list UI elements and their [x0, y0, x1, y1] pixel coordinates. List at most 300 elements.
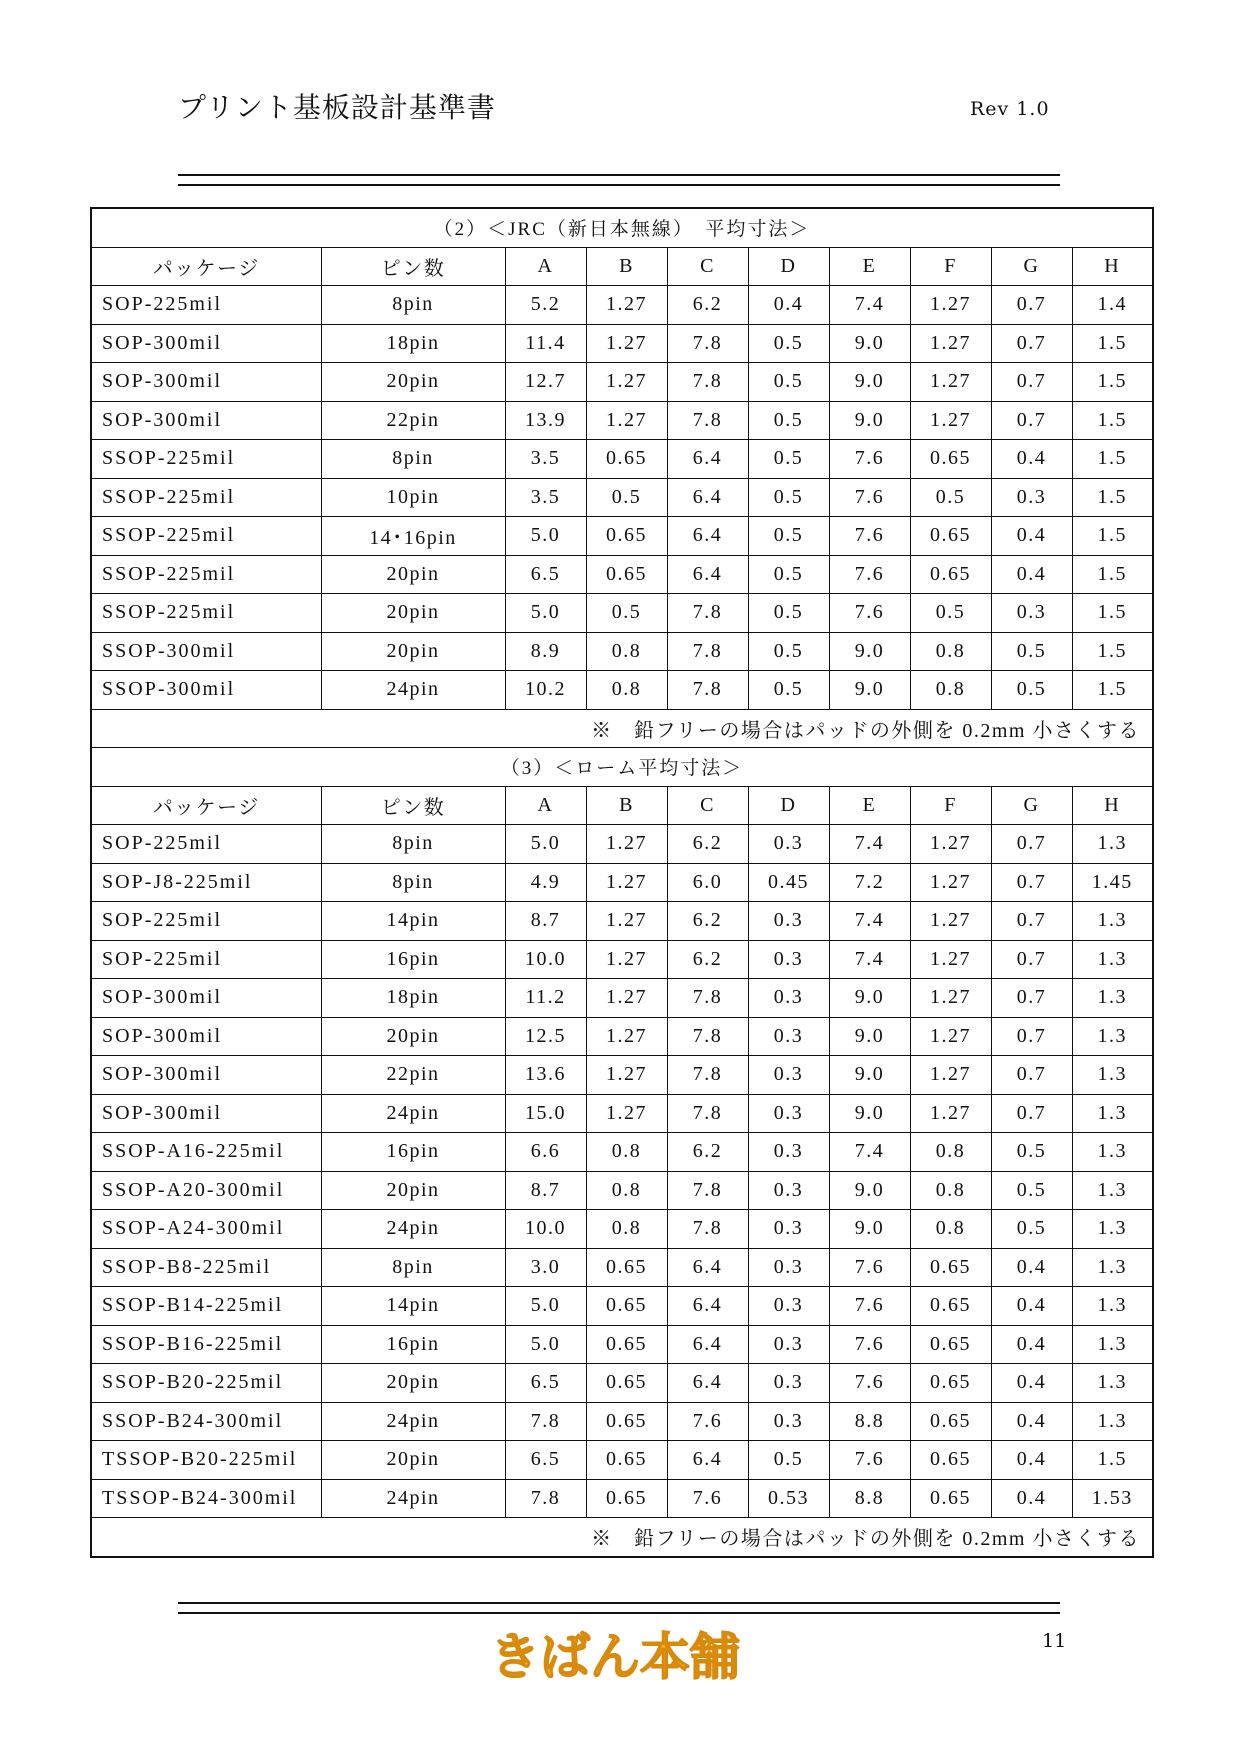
dimension-cell: 6.5	[505, 555, 586, 594]
lead-free-note: ※ 鉛フリーの場合はパッドの外側を 0.2mm 小さくする	[91, 1518, 1153, 1557]
dimension-cell: 5.0	[505, 517, 586, 556]
dimension-cell: 7.8	[667, 1056, 748, 1095]
table-row	[91, 632, 1153, 671]
dimension-cell: 0.8	[910, 632, 991, 671]
dimension-cell: 0.3	[748, 1056, 829, 1095]
dimension-cell: 0.8	[910, 1210, 991, 1249]
dimension-cell: 0.65	[910, 1364, 991, 1403]
package-cell: SSOP-225mil	[91, 517, 321, 556]
dimension-cell: 0.5	[748, 632, 829, 671]
dimension-cell: 9.0	[829, 671, 910, 710]
pin-count-cell: 22pin	[321, 401, 505, 440]
column-header: ピン数	[321, 247, 505, 286]
table-row	[91, 1171, 1153, 1210]
dimension-cell: 13.6	[505, 1056, 586, 1095]
dimension-cell: 5.0	[505, 825, 586, 864]
package-cell: SOP-300mil	[91, 1017, 321, 1056]
dimension-cell: 7.6	[829, 440, 910, 479]
dimension-cell: 7.6	[829, 594, 910, 633]
dimension-cell: 1.3	[1072, 825, 1153, 864]
dimension-cell: 6.2	[667, 825, 748, 864]
dimension-cell: 0.7	[991, 825, 1072, 864]
dimension-cell: 0.7	[991, 1017, 1072, 1056]
logo-text: きばん本舗	[490, 1628, 740, 1684]
dimension-cell: 9.0	[829, 979, 910, 1018]
dimension-cell: 6.2	[667, 940, 748, 979]
package-cell: SOP-300mil	[91, 1056, 321, 1095]
dimension-cell: 8.8	[829, 1479, 910, 1518]
dimension-cell: 1.27	[910, 1056, 991, 1095]
dimension-cell: 0.3	[748, 1402, 829, 1441]
dimension-cell: 9.0	[829, 1017, 910, 1056]
dimension-cell: 0.5	[586, 594, 667, 633]
dimension-cell: 0.5	[991, 671, 1072, 710]
dimension-cell: 9.0	[829, 632, 910, 671]
dimension-cell: 0.65	[586, 1441, 667, 1480]
dimension-cell: 1.3	[1072, 902, 1153, 941]
dimension-cell: 7.4	[829, 286, 910, 325]
dimension-cell: 0.5	[991, 1133, 1072, 1172]
dimension-cell: 1.3	[1072, 1094, 1153, 1133]
dimension-cell: 12.7	[505, 363, 586, 402]
dimension-cell: 9.0	[829, 401, 910, 440]
dimension-cell: 1.5	[1072, 517, 1153, 556]
dimension-cell: 1.5	[1072, 401, 1153, 440]
pin-count-cell: 16pin	[321, 940, 505, 979]
table-row	[91, 902, 1153, 941]
table-row	[91, 671, 1153, 710]
dimension-cell: 7.8	[667, 401, 748, 440]
pin-count-cell: 20pin	[321, 555, 505, 594]
dimension-cell: 0.8	[910, 1133, 991, 1172]
dimension-cell: 1.27	[586, 979, 667, 1018]
dimension-cell: 1.27	[586, 324, 667, 363]
dimension-cell: 7.4	[829, 1133, 910, 1172]
table-row	[91, 940, 1153, 979]
dimension-cell: 1.5	[1072, 555, 1153, 594]
table-row	[91, 363, 1153, 402]
dimension-cell: 10.2	[505, 671, 586, 710]
dimension-cell: 3.0	[505, 1248, 586, 1287]
dimension-cell: 0.7	[991, 401, 1072, 440]
package-cell: SSOP-B8-225mil	[91, 1248, 321, 1287]
dimension-cell: 0.3	[748, 1133, 829, 1172]
dimension-cell: 7.2	[829, 863, 910, 902]
column-header: A	[505, 247, 586, 286]
table-row	[91, 1248, 1153, 1287]
column-header: C	[667, 786, 748, 825]
dimension-cell: 1.27	[910, 363, 991, 402]
table-row	[91, 979, 1153, 1018]
column-header: ピン数	[321, 786, 505, 825]
dimension-cell: 1.27	[910, 1017, 991, 1056]
column-header: H	[1072, 786, 1153, 825]
dimension-cell: 1.3	[1072, 1056, 1153, 1095]
dimension-cell: 9.0	[829, 324, 910, 363]
column-header: B	[586, 786, 667, 825]
column-header: C	[667, 247, 748, 286]
dimension-cell: 1.5	[1072, 632, 1153, 671]
pin-count-cell: 22pin	[321, 1056, 505, 1095]
dimension-cell: 0.65	[586, 1287, 667, 1326]
dimension-cell: 9.0	[829, 1094, 910, 1133]
dimension-cell: 0.8	[910, 671, 991, 710]
pin-count-cell: 14pin	[321, 902, 505, 941]
dimension-cell: 1.3	[1072, 1287, 1153, 1326]
dimension-cell: 0.7	[991, 979, 1072, 1018]
dimension-cell: 6.4	[667, 555, 748, 594]
dimension-cell: 7.8	[667, 1017, 748, 1056]
dimension-cell: 6.4	[667, 1287, 748, 1326]
dimension-cell: 0.5	[748, 478, 829, 517]
dimension-cell: 1.3	[1072, 1364, 1153, 1403]
dimension-cell: 0.5	[748, 555, 829, 594]
table-row	[91, 324, 1153, 363]
table-row	[91, 1364, 1153, 1403]
dimension-cell: 5.2	[505, 286, 586, 325]
table-row	[91, 478, 1153, 517]
pin-count-cell: 16pin	[321, 1133, 505, 1172]
dimension-cell: 8.7	[505, 1171, 586, 1210]
pin-count-cell: 24pin	[321, 1210, 505, 1249]
dimension-cell: 1.27	[586, 363, 667, 402]
dimension-cell: 4.9	[505, 863, 586, 902]
dimension-cell: 0.45	[748, 863, 829, 902]
pin-count-cell: 8pin	[321, 825, 505, 864]
pin-count-cell: 24pin	[321, 1402, 505, 1441]
table-row	[91, 1017, 1153, 1056]
dimension-cell: 7.8	[667, 979, 748, 1018]
dimension-cell: 0.4	[991, 1402, 1072, 1441]
section-title: （3）＜ローム平均寸法＞	[91, 748, 1153, 787]
table-row	[91, 594, 1153, 633]
dimension-cell: 6.4	[667, 517, 748, 556]
table-row	[91, 286, 1153, 325]
column-header: H	[1072, 247, 1153, 286]
dimension-cell: 1.27	[586, 1094, 667, 1133]
pin-count-cell: 20pin	[321, 594, 505, 633]
dimension-cell: 0.3	[748, 825, 829, 864]
dimension-cell: 0.65	[586, 1325, 667, 1364]
package-cell: SOP-300mil	[91, 1094, 321, 1133]
dimension-cell: 7.8	[667, 324, 748, 363]
dimension-cell: 0.65	[910, 517, 991, 556]
dimension-cell: 6.5	[505, 1441, 586, 1480]
dimension-cell: 0.65	[586, 517, 667, 556]
dimension-cell: 9.0	[829, 363, 910, 402]
dimension-cell: 0.5	[991, 1171, 1072, 1210]
pin-count-cell: 24pin	[321, 1094, 505, 1133]
dimension-cell: 1.27	[910, 324, 991, 363]
dimension-cell: 0.65	[910, 1287, 991, 1326]
pin-count-cell: 18pin	[321, 979, 505, 1018]
table-row	[91, 555, 1153, 594]
dimension-cell: 0.65	[910, 1441, 991, 1480]
dimension-cell: 6.2	[667, 286, 748, 325]
dimension-cell: 0.3	[748, 1171, 829, 1210]
dimension-cell: 1.5	[1072, 671, 1153, 710]
dimension-cell: 13.9	[505, 401, 586, 440]
dimension-cell: 0.5	[748, 594, 829, 633]
dimension-cell: 0.3	[748, 902, 829, 941]
column-header: F	[910, 247, 991, 286]
dimension-cell: 7.6	[829, 555, 910, 594]
package-cell: SSOP-A16-225mil	[91, 1133, 321, 1172]
dimension-cell: 7.8	[505, 1479, 586, 1518]
dimension-cell: 0.4	[991, 1479, 1072, 1518]
company-logo	[488, 1622, 758, 1688]
package-cell: SSOP-225mil	[91, 555, 321, 594]
table-row	[91, 440, 1153, 479]
package-cell: SSOP-A20-300mil	[91, 1171, 321, 1210]
dimension-cell: 0.65	[586, 440, 667, 479]
dimension-cell: 0.5	[748, 324, 829, 363]
dimension-cell: 1.45	[1072, 863, 1153, 902]
dimension-cell: 7.4	[829, 940, 910, 979]
lead-free-note: ※ 鉛フリーの場合はパッドの外側を 0.2mm 小さくする	[91, 709, 1153, 748]
package-cell: SSOP-A24-300mil	[91, 1210, 321, 1249]
package-cell: SOP-300mil	[91, 979, 321, 1018]
dimension-cell: 0.5	[748, 401, 829, 440]
section-title-row	[91, 208, 1153, 247]
dimension-cell: 0.8	[586, 632, 667, 671]
header-rule-top	[178, 174, 1060, 176]
column-header: F	[910, 786, 991, 825]
dimension-cell: 1.3	[1072, 1325, 1153, 1364]
pin-count-cell: 24pin	[321, 671, 505, 710]
column-header-row	[91, 786, 1153, 825]
dimension-cell: 0.3	[748, 1210, 829, 1249]
dimension-cell: 0.7	[991, 286, 1072, 325]
dimension-cell: 0.65	[586, 1479, 667, 1518]
dimension-cell: 0.5	[748, 671, 829, 710]
dimension-cell: 1.27	[586, 401, 667, 440]
dimension-cell: 5.0	[505, 1287, 586, 1326]
dimension-cell: 0.65	[910, 1248, 991, 1287]
dimension-cell: 6.0	[667, 863, 748, 902]
pin-count-cell: 24pin	[321, 1479, 505, 1518]
dimension-cell: 0.3	[748, 1287, 829, 1326]
dimension-cell: 0.4	[991, 555, 1072, 594]
table-row	[91, 1210, 1153, 1249]
package-cell: SSOP-B20-225mil	[91, 1364, 321, 1403]
dimension-cell: 0.5	[991, 1210, 1072, 1249]
dimension-cell: 1.27	[586, 1056, 667, 1095]
column-header: パッケージ	[91, 786, 321, 825]
dimension-cell: 1.27	[910, 1094, 991, 1133]
dimension-cell: 1.5	[1072, 478, 1153, 517]
dimension-cell: 1.4	[1072, 286, 1153, 325]
dimension-cell: 1.3	[1072, 1133, 1153, 1172]
table-row	[91, 1133, 1153, 1172]
pad-dimension-table	[90, 207, 1154, 1558]
dimension-cell: 0.4	[991, 1287, 1072, 1326]
dimension-cell: 6.6	[505, 1133, 586, 1172]
dimension-cell: 1.5	[1072, 594, 1153, 633]
dimension-cell: 0.8	[586, 1210, 667, 1249]
dimension-cell: 0.65	[910, 555, 991, 594]
dimension-cell: 0.3	[748, 1325, 829, 1364]
dimension-cell: 1.5	[1072, 324, 1153, 363]
dimension-cell: 7.6	[667, 1402, 748, 1441]
pin-count-cell: 16pin	[321, 1325, 505, 1364]
pin-count-cell: 20pin	[321, 363, 505, 402]
table-row	[91, 401, 1153, 440]
package-cell: SSOP-B14-225mil	[91, 1287, 321, 1326]
dimension-cell: 0.4	[991, 1364, 1072, 1403]
dimension-cell: 9.0	[829, 1171, 910, 1210]
footer-rule-top	[178, 1602, 1060, 1604]
pin-count-cell: 14pin	[321, 1287, 505, 1326]
column-header: B	[586, 247, 667, 286]
dimension-cell: 7.6	[829, 478, 910, 517]
package-cell: SOP-225mil	[91, 286, 321, 325]
pin-count-cell: 20pin	[321, 1364, 505, 1403]
dimension-cell: 0.8	[586, 1133, 667, 1172]
dimension-cell: 0.53	[748, 1479, 829, 1518]
dimension-cell: 0.8	[586, 671, 667, 710]
dimension-cell: 6.2	[667, 902, 748, 941]
dimension-cell: 7.6	[829, 1287, 910, 1326]
dimension-cell: 0.4	[991, 517, 1072, 556]
dimension-cell: 1.27	[910, 825, 991, 864]
pin-count-cell: 8pin	[321, 863, 505, 902]
dimension-cell: 1.27	[586, 863, 667, 902]
dimension-cell: 1.3	[1072, 1171, 1153, 1210]
package-cell: SSOP-300mil	[91, 632, 321, 671]
dimension-cell: 6.4	[667, 440, 748, 479]
dimension-cell: 1.27	[586, 940, 667, 979]
table-row	[91, 825, 1153, 864]
package-cell: SOP-J8-225mil	[91, 863, 321, 902]
dimension-cell: 3.5	[505, 478, 586, 517]
package-cell: SOP-225mil	[91, 940, 321, 979]
dimension-cell: 0.65	[586, 1402, 667, 1441]
dimension-cell: 6.2	[667, 1133, 748, 1172]
package-cell: SSOP-225mil	[91, 440, 321, 479]
column-header: E	[829, 247, 910, 286]
dimension-cell: 6.4	[667, 1248, 748, 1287]
table-row	[91, 1325, 1153, 1364]
dimension-cell: 9.0	[829, 1056, 910, 1095]
pin-count-cell: 8pin	[321, 1248, 505, 1287]
dimension-cell: 1.5	[1072, 440, 1153, 479]
dimension-cell: 0.65	[586, 555, 667, 594]
dimension-cell: 9.0	[829, 1210, 910, 1249]
package-cell: SOP-225mil	[91, 825, 321, 864]
column-header: G	[991, 786, 1072, 825]
table-row	[91, 1479, 1153, 1518]
dimension-cell: 8.8	[829, 1402, 910, 1441]
dimension-cell: 0.3	[748, 1017, 829, 1056]
dimension-cell: 0.3	[991, 478, 1072, 517]
dimension-cell: 0.4	[748, 286, 829, 325]
column-header-row	[91, 247, 1153, 286]
column-header: パッケージ	[91, 247, 321, 286]
dimension-cell: 1.27	[910, 863, 991, 902]
column-header: A	[505, 786, 586, 825]
dimension-cell: 0.4	[991, 440, 1072, 479]
package-cell: SSOP-300mil	[91, 671, 321, 710]
table-row	[91, 1287, 1153, 1326]
package-cell: TSSOP-B24-300mil	[91, 1479, 321, 1518]
dimension-cell: 0.7	[991, 324, 1072, 363]
dimension-cell: 7.8	[667, 1094, 748, 1133]
dimension-cell: 7.8	[667, 1171, 748, 1210]
dimension-cell: 6.4	[667, 478, 748, 517]
dimension-cell: 1.27	[910, 940, 991, 979]
dimension-cell: 0.8	[586, 1171, 667, 1210]
dimension-cell: 1.27	[586, 902, 667, 941]
dimension-cell: 0.4	[991, 1248, 1072, 1287]
dimension-cell: 0.3	[748, 1094, 829, 1133]
dimension-cell: 0.65	[586, 1248, 667, 1287]
dimension-cell: 12.5	[505, 1017, 586, 1056]
dimension-cell: 11.2	[505, 979, 586, 1018]
dimension-cell: 7.6	[829, 1441, 910, 1480]
package-cell: SOP-300mil	[91, 401, 321, 440]
dimension-cell: 0.3	[748, 940, 829, 979]
package-cell: SOP-300mil	[91, 363, 321, 402]
dimension-cell: 0.65	[586, 1364, 667, 1403]
column-header: D	[748, 786, 829, 825]
dimension-cell: 8.7	[505, 902, 586, 941]
dimension-cell: 1.3	[1072, 1248, 1153, 1287]
table-row	[91, 1441, 1153, 1480]
dimension-cell: 1.3	[1072, 979, 1153, 1018]
pin-count-cell: 18pin	[321, 324, 505, 363]
dimension-cell: 1.27	[910, 286, 991, 325]
package-cell: SOP-300mil	[91, 324, 321, 363]
package-cell: SSOP-225mil	[91, 478, 321, 517]
pin-count-cell: 10pin	[321, 478, 505, 517]
dimension-cell: 0.65	[910, 440, 991, 479]
dimension-cell: 0.65	[910, 1479, 991, 1518]
dimension-cell: 1.3	[1072, 940, 1153, 979]
dimension-cell: 7.6	[829, 1325, 910, 1364]
header-rule-bottom	[178, 184, 1060, 186]
dimension-cell: 7.8	[667, 1210, 748, 1249]
dimension-cell: 0.7	[991, 1094, 1072, 1133]
dimension-cell: 0.5	[991, 632, 1072, 671]
dimension-cell: 15.0	[505, 1094, 586, 1133]
dimension-cell: 8.9	[505, 632, 586, 671]
dimension-cell: 0.5	[748, 363, 829, 402]
pin-count-cell: 14･16pin	[321, 517, 505, 556]
dimension-cell: 7.8	[667, 632, 748, 671]
column-header: D	[748, 247, 829, 286]
dimension-cell: 11.4	[505, 324, 586, 363]
dimension-cell: 5.0	[505, 1325, 586, 1364]
dimension-cell: 0.65	[910, 1325, 991, 1364]
dimension-cell: 7.6	[667, 1479, 748, 1518]
dimension-cell: 6.4	[667, 1364, 748, 1403]
page-number: 11	[1042, 1630, 1067, 1652]
dimension-cell: 1.3	[1072, 1210, 1153, 1249]
dimension-cell: 1.27	[586, 286, 667, 325]
dimension-cell: 6.5	[505, 1364, 586, 1403]
dimension-cell: 10.0	[505, 940, 586, 979]
pin-count-cell: 8pin	[321, 286, 505, 325]
dimension-cell: 1.3	[1072, 1402, 1153, 1441]
dimension-cell: 1.53	[1072, 1479, 1153, 1518]
dimension-cell: 0.5	[910, 478, 991, 517]
dimension-cell: 1.5	[1072, 1441, 1153, 1480]
package-cell: TSSOP-B20-225mil	[91, 1441, 321, 1480]
dimension-cell: 0.4	[991, 1325, 1072, 1364]
dimension-cell: 7.4	[829, 902, 910, 941]
note-row	[91, 1518, 1153, 1557]
